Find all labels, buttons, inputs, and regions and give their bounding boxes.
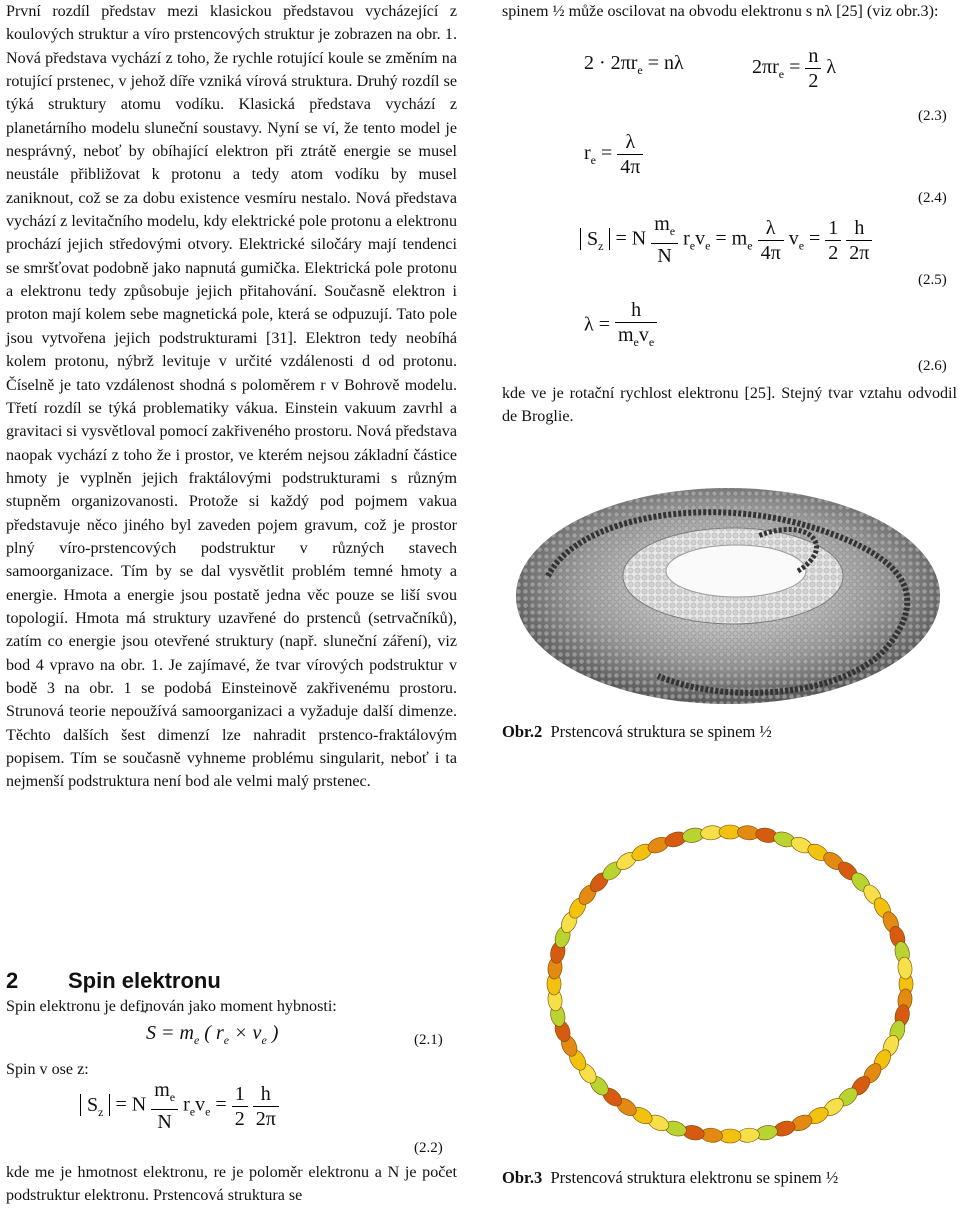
equation-2-3: $2 \cdot 2\pi r_e = n\lambda$: [584, 52, 684, 77]
equation-2-6: λ = $\frac{h}{m_ev_e}$: [584, 298, 657, 354]
right-top-paragraph: spinem ½ může oscilovat na obvodu elektronu s nλ [25] (viz obr.3):: [502, 3, 939, 20]
equation-number-2-6: (2.6): [918, 358, 947, 374]
equation-2-5: $S_z = N$ $\frac{m_e}{N}$ $r_ev_e = m_e$ $\frac{\lambda}{4\pi}$ $v_e$ = $\frac{1}{2}$ $\frac{h}{2\pi}$: [580, 212, 872, 268]
equation-2-4: $r_e$ = $\frac{\lambda}{4\pi}$: [584, 130, 643, 179]
body-paragraph: První rozdíl představ mezi klasickou představou vycházející z koulových struktur a víro prstencových struktur je zobrazen na obr. 1. Nová představa vychází z toho, že rychle rotující koule se změním na rotující prstenec, v jehož díře vzniká vírová struktura. Druhý rozdíl se týká struktury atomu vodíku. Klasická představa vychází z planetárního modelu sluneční soustavy. Nyní se ví, že tento model je nesprávný, neboť by obíhající elektron při ztrátě energie se musel neustále přibližovat k protonu a tedy atom vodíku by musel zaniknout, což se za dobu existence vesmíru nestalo. Nová představa vychází z levitačního modelu, kdy elektrické pole protonu a elektronu prochází jejich středovými otvory. Elektrické siločáry mají tendenci se smršťovat podobně jako napnutá gumička. Elektrická pole protonu a elektronu tedy způsobuje jejich přitahování. Současně elektron i proton mají kolem sebe magnetická pole, která se odpuzují. Tato pole jsou vytvořena jejich podstrukturami [31]. Elektron tedy neobíhá kolem protonu, nýbrž levituje v určité vzdálenosti d od protonu. Číselně je tato vzdálenost shodná s poloměrem r v Bohrově modelu. Třetí rozdíl se týká problematiky vákua. Einstein vakuum zavrhl a gravitaci si vysvětloval pomocí zakřiveného prostoru. Nová představa naopak vychází z toho že i prostor, ve kterém nejsou základní částice hmoty je vyplněn jejich fraktálovými podstrukturami s různým stupněm organizovanosti. Protože si každý pod pojmem vakua představuje něco jiného byl zaveden pojem gravum, což je prostor plný víro-prstencových podstruktur v různých stavech samoorganizace. Tím by se dal vysvětlit problém temné hmoty a energie. Hmota a energie jsou postatě jedna věc pouze se liší svou topologií. Hmota má struktury uzavřené do prstenců (setrvačníků), zatím co energie jsou otevřené struktury (např. sluneční záření), viz bod 4 vpravo na obr. 1. Je zajímavé, že tvar vírových podstruktur v bodě 3 na obr. 1 se podobá Einsteinově zakřivenému prostoru. Strunová teorie nepoužívá samoorganizaci a vyžaduje další dimenze. Těchto dalších šest dimenzí lze nahradit prstenco-fraktálovým popisem. Tím se současně vyhneme problému singularit, neboť i ta nejmenší podstruktura není bod ale velmi malý prstenec.: [6, 3, 457, 791]
section-number: 2: [6, 968, 19, 993]
spin-axis-text: Spin v ose z:: [6, 1061, 89, 1078]
equation-number-2-5: (2.5): [918, 272, 947, 288]
equation-number-2-2: (2.2): [414, 1140, 443, 1156]
figure-2-caption: [502, 722, 772, 742]
equation-2-3b: $2\pi r_e$ = $\frac{n}{2}$ λ: [752, 45, 837, 92]
right-mid-paragraph: kde ve je rotační rychlost elektronu [25]. Stejný tvar vztahu odvodil de Broglie.: [502, 385, 957, 426]
figure-2-label: Obr.2: [502, 722, 543, 741]
equation-number-2-1: (2.1): [414, 1032, 443, 1048]
ring-image: [520, 800, 940, 1162]
figure-3-caption: [502, 1168, 838, 1188]
figure-2-torus: [508, 476, 948, 712]
section-title: Spin elektronu: [68, 968, 221, 993]
equation-number-2-4: (2.4): [918, 190, 947, 206]
ring-beads: [547, 825, 913, 1144]
spin-definition-text: Spin elektronu je definován jako moment hybnosti:: [6, 998, 337, 1015]
left-column: [6, 0, 457, 794]
equation-2-2: $S_z = N$ $\frac{m_e}{N}$ $r_ev_e$ = $\frac{1}{2}$ $\frac{h}{2\pi}$: [80, 1078, 279, 1134]
figure-3-label: Obr.3: [502, 1168, 543, 1187]
equation-number-2-3: (2.3): [918, 108, 947, 124]
torus-image: [508, 476, 948, 712]
figure-3-ring: [520, 800, 940, 1162]
equation-2-1: S = $m_e$ ( $r_e \times v_e$ ): [146, 1022, 279, 1047]
figure-2-text: Prstencová struktura se spinem ½: [550, 722, 772, 741]
bottom-left-paragraph: kde me je hmotnost elektronu, re je poloměr elektronu a N je počet podstruktur elektronu. Prstencová struktura se: [6, 1164, 457, 1205]
figure-3-text: Prstencová struktura elektronu se spinem ½: [550, 1168, 839, 1187]
section-heading: [6, 968, 221, 994]
